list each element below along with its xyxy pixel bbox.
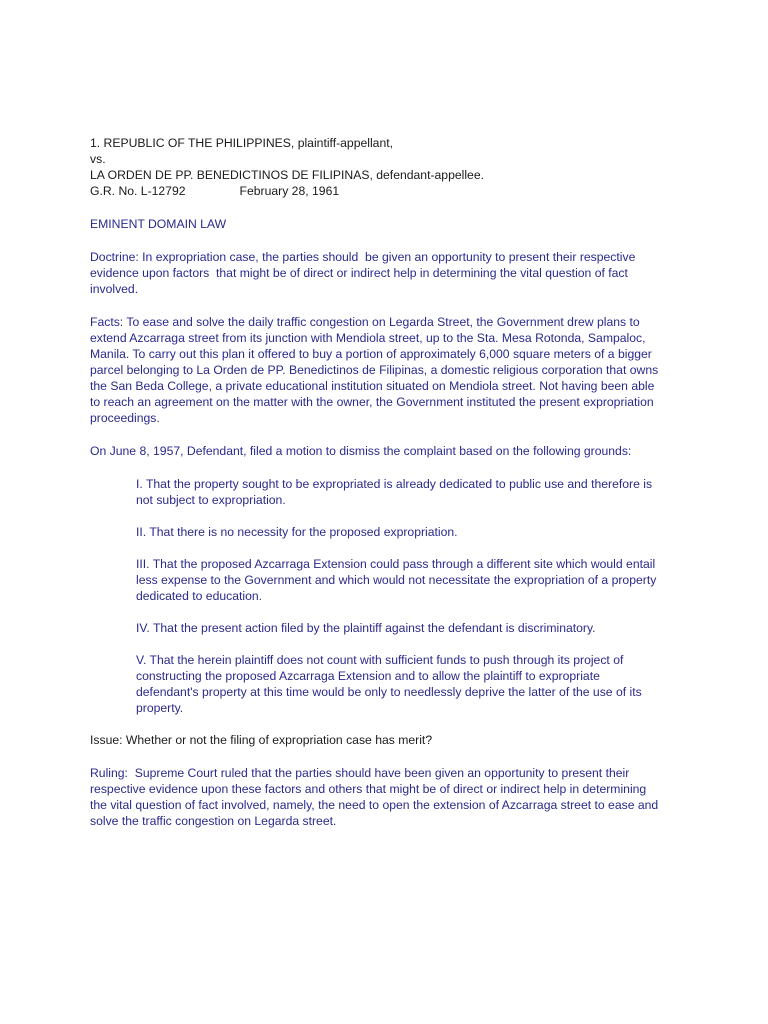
gr-number: G.R. No. L-12792 bbox=[90, 184, 186, 198]
ground-item-1 bbox=[136, 476, 680, 508]
facts-line: parcel belonging to La Orden de PP. Benedictinos de Filipinas, a domestic religious corporation that owns bbox=[90, 363, 659, 377]
ground-item-4 bbox=[136, 620, 680, 636]
ground-line: constructing the proposed Azcarraga Extension and to allow the plaintiff to expropriate bbox=[136, 669, 600, 683]
ground-line: less expense to the Government and which would not necessitate the expropriation of a property bbox=[136, 573, 657, 587]
ground-line: defendant's property at this time would be only to needlessly deprive the latter of the use of its bbox=[136, 685, 642, 699]
facts-line: Manila. To carry out this plan it offered to buy a portion of approximately 6,000 square meters of a bigger bbox=[90, 347, 652, 361]
facts-line: the San Beda College, a private educational institution situated on Mendiola street. Not having been able bbox=[90, 379, 655, 393]
case-reference bbox=[90, 183, 680, 199]
ground-line: II. That there is no necessity for the proposed expropriation. bbox=[136, 525, 458, 539]
facts-line: proceedings. bbox=[90, 411, 160, 425]
facts-line: to reach an agreement on the matter with the owner, the Government instituted the present expropriation bbox=[90, 395, 654, 409]
ruling-line: solve the traffic congestion on Legarda street. bbox=[90, 814, 337, 828]
subject-heading: EMINENT DOMAIN LAW bbox=[90, 217, 227, 231]
ground-line: III. That the proposed Azcarraga Extension could pass through a different site which would entail bbox=[136, 557, 656, 571]
ruling-line: respective evidence upon these factors and others that might be of direct or indirect help in determining bbox=[90, 782, 647, 796]
ground-line: not subject to expropriation. bbox=[136, 493, 286, 507]
facts-line: extend Azcarraga street from its junction with Mendiola street, up to the Sta. Mesa Rotonda, Sampaloc, bbox=[90, 331, 646, 345]
ground-line: property. bbox=[136, 701, 184, 715]
ground-line: V. That the herein plaintiff does not count with sufficient funds to push through its project of bbox=[136, 653, 624, 667]
document-page bbox=[90, 135, 680, 846]
ground-item-5 bbox=[136, 652, 680, 716]
case-title-versus: vs. bbox=[90, 152, 106, 166]
facts-paragraph bbox=[90, 314, 680, 426]
ground-item-3 bbox=[136, 556, 680, 604]
ruling-line: the vital question of fact involved, namely, the need to open the extension of Azcarraga street to ease and bbox=[90, 798, 659, 812]
case-title-plaintiff: 1. REPUBLIC OF THE PHILIPPINES, plaintiff-appellant, bbox=[90, 136, 394, 150]
case-title-defendant: LA ORDEN DE PP. BENEDICTINOS DE FILIPINAS, defendant-appellee. bbox=[90, 168, 485, 182]
ground-item-2 bbox=[136, 524, 680, 540]
ground-line: I. That the property sought to be expropriated is already dedicated to public use and therefore is bbox=[136, 477, 653, 491]
doctrine-line: evidence upon factors that might be of direct or indirect help in determining the vital question of fact bbox=[90, 266, 628, 280]
doctrine-paragraph bbox=[90, 249, 680, 297]
case-header bbox=[90, 135, 680, 199]
doctrine-line: Doctrine: In expropriation case, the parties should be given an opportunity to present their respective bbox=[90, 250, 636, 264]
facts-line: Facts: To ease and solve the daily traffic congestion on Legarda Street, the Government drew plans to bbox=[90, 315, 640, 329]
decision-date: February 28, 1961 bbox=[239, 184, 340, 198]
motion-intro: On June 8, 1957, Defendant, filed a motion to dismiss the complaint based on the following grounds: bbox=[90, 444, 632, 458]
grounds-list bbox=[136, 476, 680, 716]
ground-line: IV. That the present action filed by the plaintiff against the defendant is discriminatory. bbox=[136, 621, 596, 635]
ground-line: dedicated to education. bbox=[136, 589, 263, 603]
ruling-paragraph bbox=[90, 765, 680, 829]
issue-paragraph: Issue: Whether or not the filing of expropriation case has merit? bbox=[90, 733, 433, 747]
ruling-line: Ruling: Supreme Court ruled that the parties should have been given an opportunity to present their bbox=[90, 766, 630, 780]
doctrine-line: involved. bbox=[90, 282, 139, 296]
